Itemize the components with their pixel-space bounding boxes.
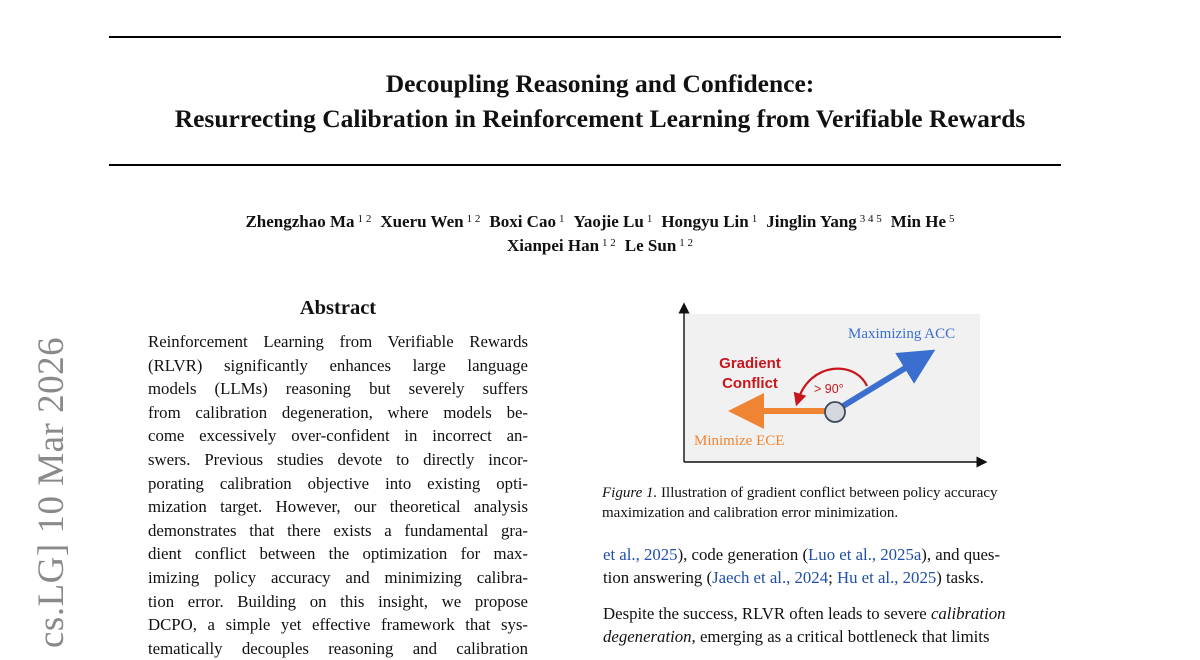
figure-caption	[602, 483, 1062, 523]
abstract-line: tematically decouples reasoning and calibration	[148, 638, 528, 658]
abstract-line: (RLVR) significantly enhances large language	[148, 355, 528, 375]
abstract-line: swers. Previous studies devote to directly incor-	[148, 449, 528, 469]
author	[507, 236, 625, 255]
title-top-rule	[109, 36, 1061, 38]
author	[245, 212, 380, 231]
title-bottom-rule	[109, 164, 1061, 166]
citation-link[interactable]: Jaech et al., 2024	[712, 568, 829, 588]
citation-link[interactable]: et al., 2025	[603, 545, 678, 564]
author-name: Zhengzhao Ma	[245, 212, 355, 231]
author-name: Le Sun	[624, 236, 677, 255]
abstract-line: come excessively over-confident in incorrect an-	[148, 426, 528, 446]
abstract-line: from calibration degeneration, where models be-	[148, 402, 528, 422]
authors-line1	[0, 208, 1200, 233]
max-acc-label: Maximizing ACC	[848, 326, 956, 342]
author	[380, 212, 489, 231]
author-affiliation: 5	[949, 213, 955, 225]
abstract-line: DCPO, a simple yet effective framework that sys-	[148, 615, 528, 635]
author	[573, 212, 661, 231]
abstract-body	[148, 330, 528, 660]
author-affiliation: 1 2	[602, 237, 616, 249]
author	[625, 236, 693, 255]
angle-label: > 90°	[814, 382, 844, 396]
citation-link[interactable]: Luo et al., 2025a	[808, 545, 922, 564]
citation-link[interactable]: Hu et al., 2025	[836, 568, 937, 588]
author-affiliation: 1 2	[466, 213, 481, 225]
paper-title-line2: Resurrecting Calibration in Reinforcement Learning from Verifiable Rewards	[174, 104, 1026, 133]
figure-1	[670, 298, 990, 473]
author	[489, 212, 573, 231]
abstract-line: imizing policy accuracy and minimizing calibra-	[148, 567, 528, 587]
author-name: Boxi Cao	[489, 212, 556, 231]
abstract-line: Reinforcement Learning from Verifiable Rewards	[148, 332, 528, 351]
abstract-line: models (LLMs) reasoning but severely suffers	[148, 379, 528, 399]
figure-caption-text: Illustration of gradient conflict between policy accuracy maximization and calibration error minimization.	[602, 485, 998, 521]
abstract-line: dient conflict between the optimization for max-	[148, 544, 528, 564]
author-affiliation: 3 4 5	[859, 213, 882, 225]
author-affiliation: 1	[751, 213, 758, 225]
author-name: Hongyu Lin	[661, 212, 749, 231]
abstract-line: mization target. However, our theoretical analysis	[148, 497, 528, 517]
gradient-label: Gradient	[719, 355, 781, 372]
author-name: Xianpei Han	[506, 236, 600, 255]
author-affiliation: 1 2	[357, 213, 372, 225]
author-affiliation: 1	[558, 213, 565, 225]
abstract-line: demonstrates that there exists a fundamental gra-	[148, 520, 528, 540]
author-name: Min He	[890, 212, 947, 231]
abstract-line: tion error. Building on this insight, we propose	[148, 591, 528, 611]
body-paragraph-2: Despite the success, RLVR often leads to severe calibration degeneration, emerging as a critical bottleneck that limits	[603, 604, 1006, 647]
authors-line2	[0, 232, 1200, 257]
abstract-heading: Abstract	[299, 297, 377, 319]
min-ece-label: Minimize ECE	[694, 433, 785, 449]
author	[766, 212, 891, 231]
origin-point	[825, 402, 845, 422]
author-name: Xueru Wen	[380, 212, 464, 231]
author	[891, 212, 955, 231]
arxiv-stamp: cs.LG] 10 Mar 2026	[31, 336, 72, 648]
author-affiliation: 1 2	[679, 237, 694, 249]
author-name: Yaojie Lu	[573, 212, 644, 231]
author	[661, 212, 766, 231]
author-name: Jinglin Yang	[766, 212, 857, 231]
abstract-line: porating calibration objective into existing opti-	[148, 473, 528, 493]
figure-caption-label: Figure 1.	[602, 485, 658, 501]
body-paragraph-1: et al., 2025), code generation (Luo et al., 2025a), and ques- tion answering (Jaech et al., 2024; Hu et al., 2025) tasks.	[603, 545, 1001, 588]
author-affiliation: 1	[646, 213, 653, 225]
paper-title-line1: Decoupling Reasoning and Confidence:	[385, 69, 815, 98]
conflict-label: Conflict	[722, 375, 778, 392]
